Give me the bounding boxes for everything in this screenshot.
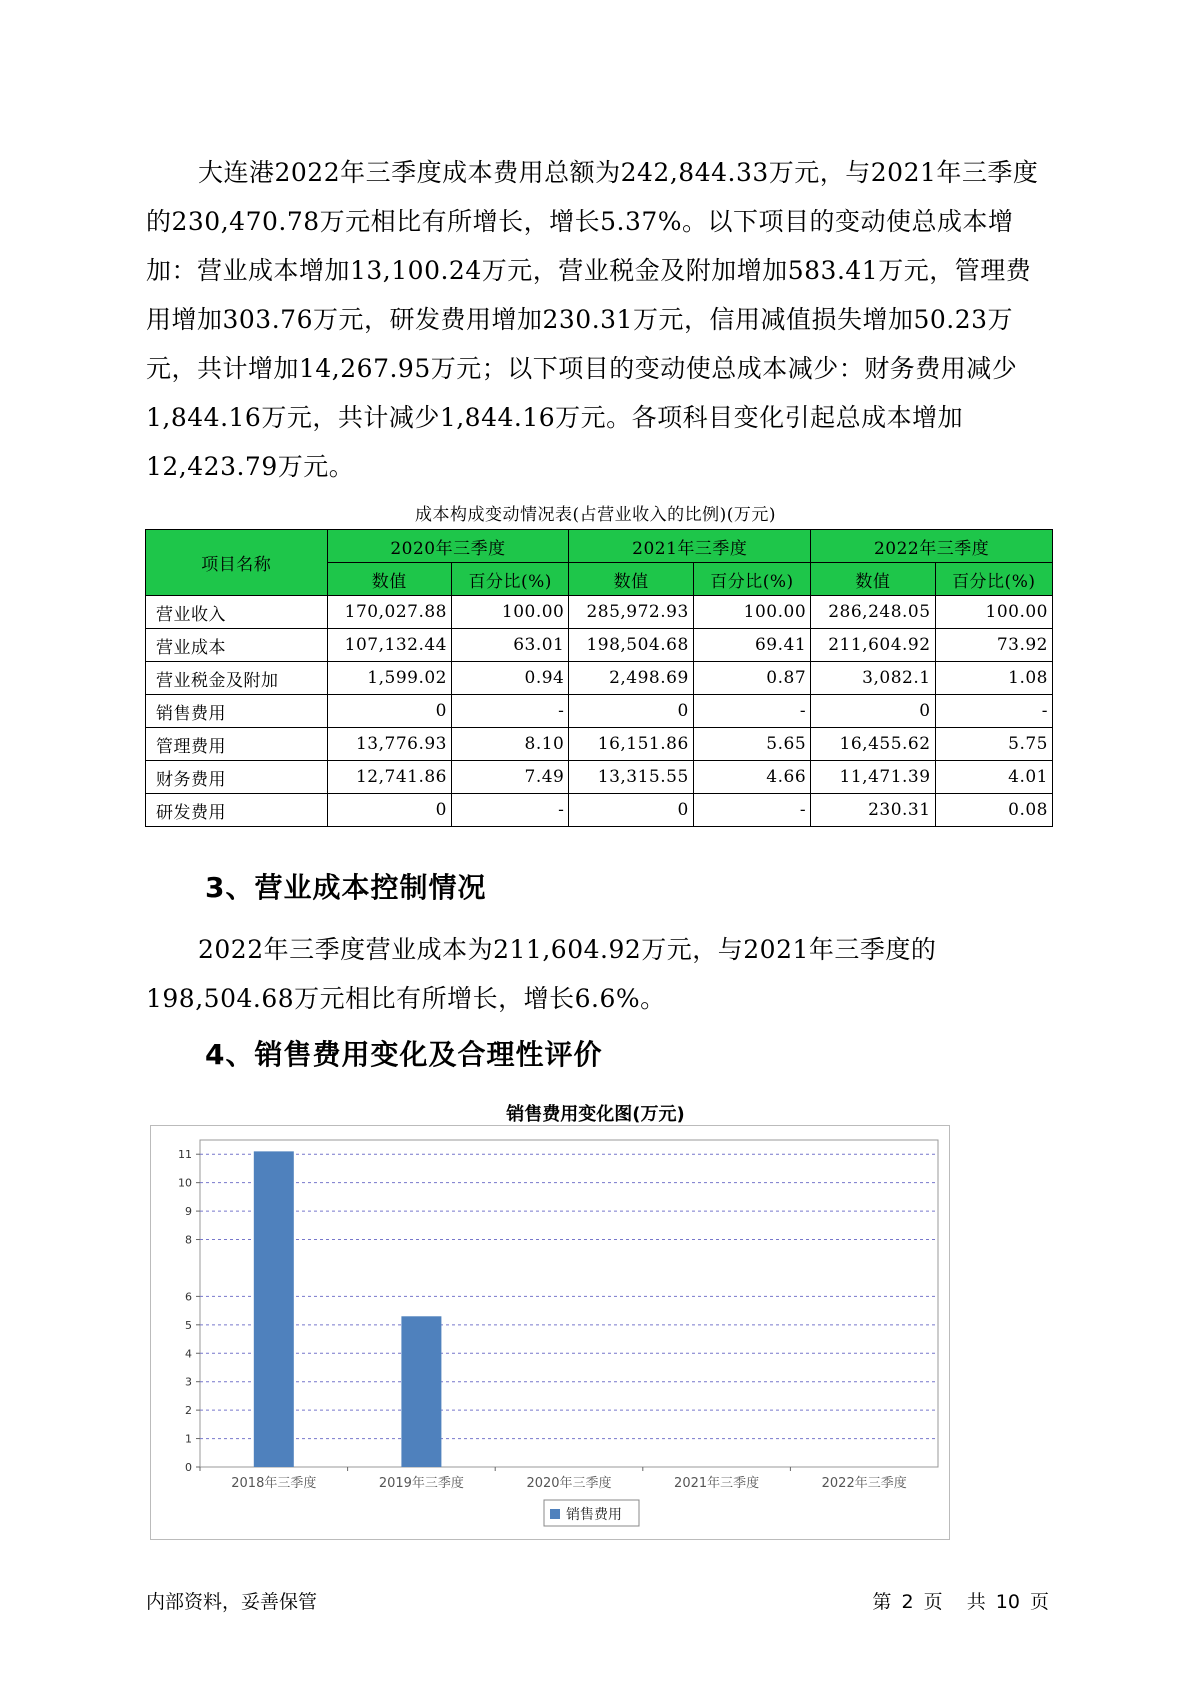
- table-header-row: [146, 530, 1053, 563]
- total-pages: 10: [995, 1591, 1020, 1613]
- percent-cell: 7.49: [452, 761, 569, 794]
- y-tick-label: 3: [185, 1375, 192, 1389]
- cost-structure-table: [145, 529, 1053, 827]
- value-cell: 13,315.55: [569, 761, 693, 794]
- header-item-name: 项目名称: [146, 530, 328, 596]
- value-cell: 0: [569, 794, 693, 827]
- row-label: 管理费用: [146, 728, 328, 761]
- bar: [401, 1316, 441, 1467]
- table-row: [146, 695, 1053, 728]
- percent-cell: 100.00: [693, 596, 810, 629]
- percent-cell: 1.08: [935, 662, 1052, 695]
- value-cell: 0: [811, 695, 935, 728]
- total-label-prefix: 共: [966, 1591, 986, 1613]
- y-tick-label: 10: [178, 1176, 192, 1190]
- subheader-percent: 百分比(%): [693, 563, 810, 596]
- legend-label: 销售费用: [566, 1507, 622, 1523]
- percent-cell: 69.41: [693, 629, 810, 662]
- percent-cell: -: [693, 794, 810, 827]
- value-cell: 13,776.93: [327, 728, 451, 761]
- plot-area: [200, 1140, 938, 1467]
- percent-cell: 0.87: [693, 662, 810, 695]
- percent-cell: 4.66: [693, 761, 810, 794]
- sales-expense-bar-chart: [150, 1125, 950, 1540]
- row-label: 营业税金及附加: [146, 662, 328, 695]
- table-row: [146, 728, 1053, 761]
- table-row: [146, 662, 1053, 695]
- value-cell: 107,132.44: [327, 629, 451, 662]
- total-label-suffix: 页: [1029, 1591, 1049, 1613]
- percent-cell: 5.75: [935, 728, 1052, 761]
- x-tick-label: 2020年三季度: [526, 1476, 612, 1491]
- value-cell: 0: [327, 794, 451, 827]
- percent-cell: 8.10: [452, 728, 569, 761]
- value-cell: 0: [327, 695, 451, 728]
- percent-cell: -: [452, 794, 569, 827]
- subheader-value: 数值: [569, 563, 693, 596]
- page-label-suffix: 页: [923, 1591, 943, 1613]
- y-tick-label: 5: [185, 1318, 192, 1332]
- subheader-percent: 百分比(%): [452, 563, 569, 596]
- percent-cell: 4.01: [935, 761, 1052, 794]
- chart-title: 销售费用变化图(万元): [506, 1104, 685, 1125]
- x-tick-label: 2018年三季度: [231, 1476, 317, 1491]
- value-cell: 12,741.86: [327, 761, 451, 794]
- percent-cell: -: [693, 695, 810, 728]
- table-row: [146, 596, 1053, 629]
- y-tick-label: 11: [178, 1148, 192, 1162]
- subheader-value: 数值: [811, 563, 935, 596]
- y-tick-label: 8: [185, 1233, 192, 1247]
- percent-cell: 100.00: [452, 596, 569, 629]
- table-row: [146, 794, 1053, 827]
- row-label: 营业收入: [146, 596, 328, 629]
- value-cell: 11,471.39: [811, 761, 935, 794]
- table-row: [146, 761, 1053, 794]
- percent-cell: -: [452, 695, 569, 728]
- table-title: 成本构成变动情况表(占营业收入的比例)(万元): [414, 505, 777, 525]
- row-label: 财务费用: [146, 761, 328, 794]
- x-tick-label: 2022年三季度: [821, 1476, 907, 1491]
- percent-cell: 73.92: [935, 629, 1052, 662]
- percent-cell: 5.65: [693, 728, 810, 761]
- percent-cell: 63.01: [452, 629, 569, 662]
- percent-cell: 0.08: [935, 794, 1052, 827]
- percent-cell: -: [935, 695, 1052, 728]
- y-tick-label: 6: [185, 1290, 192, 1304]
- bar: [254, 1151, 294, 1467]
- table-body: [146, 596, 1053, 827]
- y-tick-label: 0: [185, 1461, 192, 1474]
- percent-cell: 0.94: [452, 662, 569, 695]
- value-cell: 3,082.1: [811, 662, 935, 695]
- page-label-prefix: 第: [872, 1591, 892, 1613]
- header-period-2021: 2021年三季度: [569, 530, 811, 563]
- value-cell: 16,151.86: [569, 728, 693, 761]
- row-label: 研发费用: [146, 794, 328, 827]
- y-tick-label: 2: [185, 1404, 192, 1418]
- value-cell: 198,504.68: [569, 629, 693, 662]
- value-cell: 16,455.62: [811, 728, 935, 761]
- x-tick-label: 2019年三季度: [378, 1476, 464, 1491]
- y-tick-label: 4: [185, 1347, 192, 1361]
- subheader-percent: 百分比(%): [935, 563, 1052, 596]
- row-label: 营业成本: [146, 629, 328, 662]
- x-tick-label: 2021年三季度: [674, 1476, 760, 1491]
- header-period-2022: 2022年三季度: [811, 530, 1053, 563]
- footer-confidential-note: 内部资料，妥善保管: [146, 1591, 318, 1613]
- value-cell: 1,599.02: [327, 662, 451, 695]
- header-period-2020: 2020年三季度: [327, 530, 569, 563]
- value-cell: 170,027.88: [327, 596, 451, 629]
- table-row: [146, 629, 1053, 662]
- section-heading-4: 4、销售费用变化及合理性评价: [205, 1038, 603, 1071]
- value-cell: 0: [569, 695, 693, 728]
- footer-page-info: [870, 1587, 1051, 1614]
- paragraph-operating-cost: 2022年三季度营业成本为211,604.92万元，与2021年三季度的198,504.68万元相比有所增长，增长6.6%。: [146, 935, 937, 1013]
- section-heading-3: 3、营业成本控制情况: [205, 871, 487, 904]
- percent-cell: 100.00: [935, 596, 1052, 629]
- value-cell: 230.31: [811, 794, 935, 827]
- row-label: 销售费用: [146, 695, 328, 728]
- legend-swatch: [550, 1509, 560, 1519]
- y-tick-label: 9: [185, 1205, 192, 1219]
- subheader-value: 数值: [327, 563, 451, 596]
- value-cell: 286,248.05: [811, 596, 935, 629]
- page-number: 2: [901, 1591, 914, 1613]
- value-cell: 211,604.92: [811, 629, 935, 662]
- value-cell: 285,972.93: [569, 596, 693, 629]
- y-tick-label: 1: [185, 1432, 192, 1446]
- paragraph-cost-summary: 大连港2022年三季度成本费用总额为242,844.33万元，与2021年三季度的230,470.78万元相比有所增长，增长5.37%。以下项目的变动使总成本增加：营业成本增加13,100.24万元，营业税金及附加增加583.41万元，管理费用增加303.76万元，研发费用增加230.31万元，信用减值损失增加50.23万元，共计增加14,267.95万元；以下项目的变动使总成本减少：财务费用减少1,844.16万元，共计减少1,844.16万元。各项科目变化引起总成本增加12,423.79万元。: [146, 158, 1039, 481]
- value-cell: 2,498.69: [569, 662, 693, 695]
